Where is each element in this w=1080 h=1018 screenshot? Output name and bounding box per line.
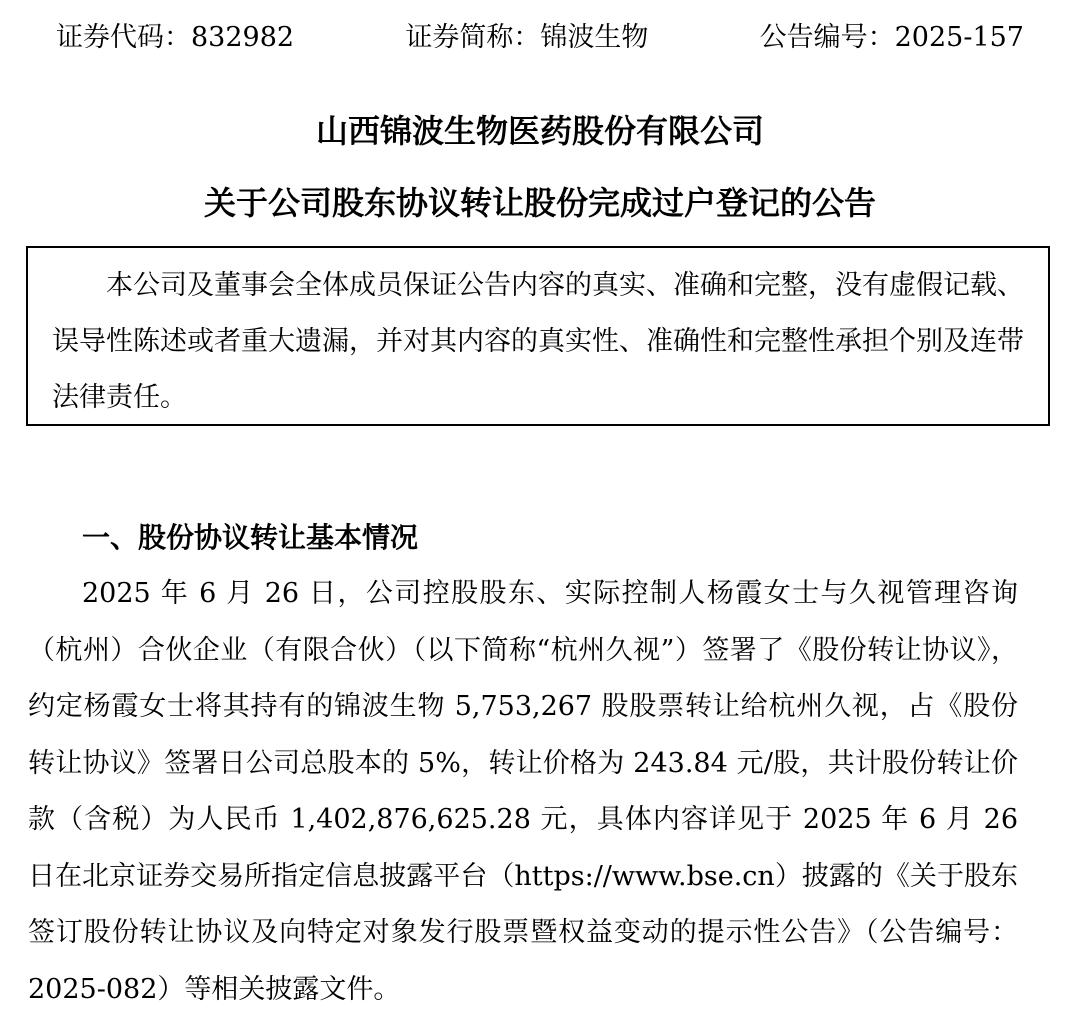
disclaimer-box: [26, 246, 1050, 426]
disclaimer-text: 本公司及董事会全体成员保证公告内容的真实、准确和完整，没有虚假记载、误导性陈述或者重大遗漏，并对其内容的真实性、准确性和完整性承担个别及连带法律责任。: [52, 270, 1024, 413]
stock-abbreviation: 证券简称：锦波生物: [405, 22, 649, 53]
section-paragraph: 2025 年 6 月 26 日，公司控股股东、实际控制人杨霞女士与久视管理咨询（杭州）合伙企业（有限合伙）（以下简称“杭州久视”）签署了《股份转让协议》，约定杨霞女士将其持有的锦波生物 5,753,267 股股票转让给杭州久视，占《股份转让协议》签署日公司总股本的 5%，转让价格为 243.84 元/股，共计股份转让价款（含税）为人民币 1,402,876,625.28 元，具体内容详见于 2025 年 6 月 26 日在北京证券交易所指定信息披露平台（https://www.bse.cn）披露的《关于股东签订股份转让协议及向特定对象发行股票暨权益变动的提示性公告》（公告编号：2025-082）等相关披露文件。: [28, 578, 1018, 1005]
notice-number: 公告编号：2025-157: [759, 22, 1024, 53]
company-title: 山西锦波生物医药股份有限公司: [315, 112, 764, 150]
document-header: [56, 18, 1024, 58]
stock-code: 证券代码：832982: [56, 22, 295, 53]
section-heading: 一、股份协议转让基本情况: [82, 521, 419, 554]
notice-title: 关于公司股东协议转让股份完成过户登记的公告: [203, 184, 876, 222]
